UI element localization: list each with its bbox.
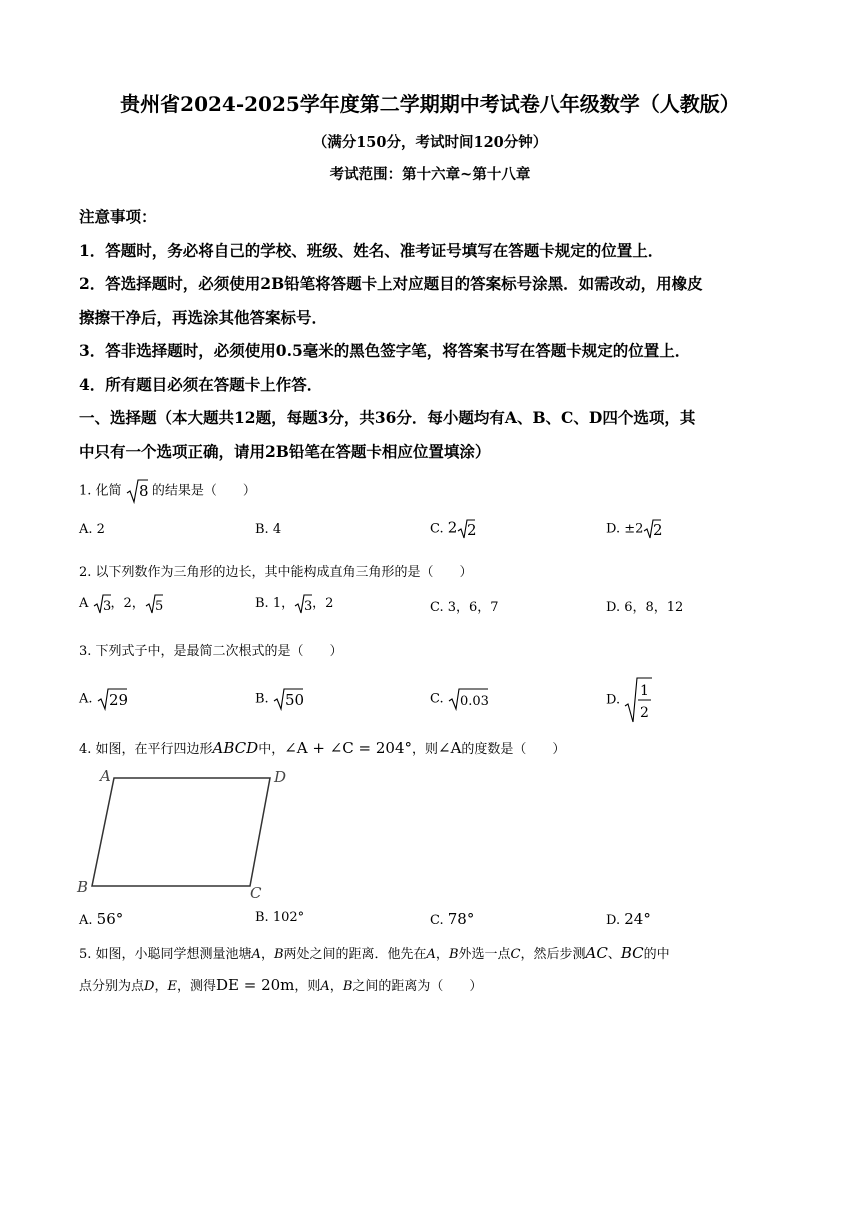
q4-option-b[interactable]: B. 102° bbox=[255, 910, 305, 925]
note-item: 擦擦干净后，再选涂其他答案标号． bbox=[79, 307, 328, 327]
svg-text:1: 1 bbox=[640, 683, 650, 699]
q1-option-d[interactable]: D. ±2 2 bbox=[606, 521, 663, 539]
section-heading: 一、选择题（本大题共12题，每题3分，共36分．每小题均有A、B、C、D四个选项，其 bbox=[79, 408, 696, 427]
note-item: 2．答选择题时，必须使用2B铅笔将答题卡上对应题目的答案标号涂黑．如需改动，用橡皮 bbox=[79, 274, 703, 293]
note-item: 4．所有题目必须在答题卡上作答． bbox=[79, 374, 323, 394]
svg-text:5: 5 bbox=[154, 598, 164, 614]
q3-option-b[interactable]: B. 50 bbox=[255, 691, 304, 709]
svg-text:50: 50 bbox=[284, 691, 304, 709]
svg-text:8: 8 bbox=[138, 482, 149, 500]
svg-text:3: 3 bbox=[102, 598, 111, 614]
page-title: 贵州省2024-2025学年度第二学期期中考试卷八年级数学（人教版） bbox=[120, 92, 740, 116]
vertex-label-d: D bbox=[274, 768, 287, 786]
svg-text:3: 3 bbox=[304, 598, 313, 614]
q1-option-c[interactable]: C. 2 2 bbox=[430, 518, 477, 539]
q3-option-c[interactable]: C. 0.03 bbox=[430, 687, 488, 711]
parallelogram-figure bbox=[72, 764, 302, 904]
question-5-cont: 点分别为点D，E，测得DE = 20m，则A，B之间的距离为（ ） bbox=[79, 976, 483, 994]
question-2: 2. 以下列数作为三角形的边长，其中能构成直角三角形的是（ ） bbox=[79, 565, 473, 580]
svg-text:0.03: 0.03 bbox=[459, 694, 489, 709]
vertex-label-b: B bbox=[77, 878, 89, 896]
q3-option-a[interactable]: A. 29 bbox=[79, 691, 128, 709]
q4-option-c[interactable]: C. 78° bbox=[430, 910, 475, 928]
q1-option-a[interactable]: A. 2 bbox=[79, 522, 105, 537]
q1-option-b[interactable]: B. 4 bbox=[255, 522, 282, 537]
question-5: 5. 如图，小聪同学想测量池塘A，B两处之间的距离．他先在A，B外选一点C，然后步测AC、BC的中 bbox=[79, 944, 670, 962]
sqrt-expression bbox=[126, 478, 148, 504]
q2-option-a[interactable]: A 3 ，2， 5 bbox=[79, 596, 164, 614]
note-item: 1．答题时，务必将自己的学校、班级、姓名、准考证号填写在答题卡规定的位置上． bbox=[79, 240, 664, 260]
q2-option-c[interactable]: C. 3，6，7 bbox=[430, 600, 499, 615]
svg-text:2: 2 bbox=[640, 705, 650, 721]
q2-option-b[interactable]: B. 1， 3 ，2 bbox=[255, 596, 334, 614]
q2-option-d[interactable]: D. 6，8，12 bbox=[606, 600, 684, 615]
exam-scope: 考试范围：第十六章~第十八章 bbox=[329, 166, 531, 183]
svg-text:29: 29 bbox=[108, 691, 128, 709]
section-heading-cont: 中只有一个选项正确，请用2B铅笔在答题卡相应位置填涂） bbox=[79, 441, 491, 461]
q4-option-d[interactable]: D. 24° bbox=[606, 910, 651, 928]
q4-option-a[interactable]: A. 56° bbox=[79, 910, 124, 928]
notes-heading: 注意事项： bbox=[79, 207, 157, 226]
notes-section bbox=[79, 200, 784, 468]
question-4: 4. 如图，在平行四边形ABCD中，∠A + ∠C = 204°，则∠A的度数是（ ） bbox=[79, 739, 566, 757]
exam-info: （满分150分，考试时间120分钟） bbox=[312, 134, 548, 151]
question-3: 3. 下列式子中，是最简二次根式的是（ ） bbox=[79, 644, 343, 659]
vertex-label-c: C bbox=[250, 884, 262, 902]
note-item: 3．答非选择题时，必须使用0.5毫米的黑色签字笔，将答案书写在答题卡规定的位置上． bbox=[79, 341, 691, 360]
svg-text:2: 2 bbox=[467, 521, 477, 539]
svg-text:2: 2 bbox=[653, 521, 663, 539]
q3-option-d[interactable]: D. 1 2 bbox=[606, 676, 652, 724]
question-1: 1. 化简 8 的结果是（ ） bbox=[79, 478, 256, 504]
vertex-label-a: A bbox=[100, 767, 111, 785]
